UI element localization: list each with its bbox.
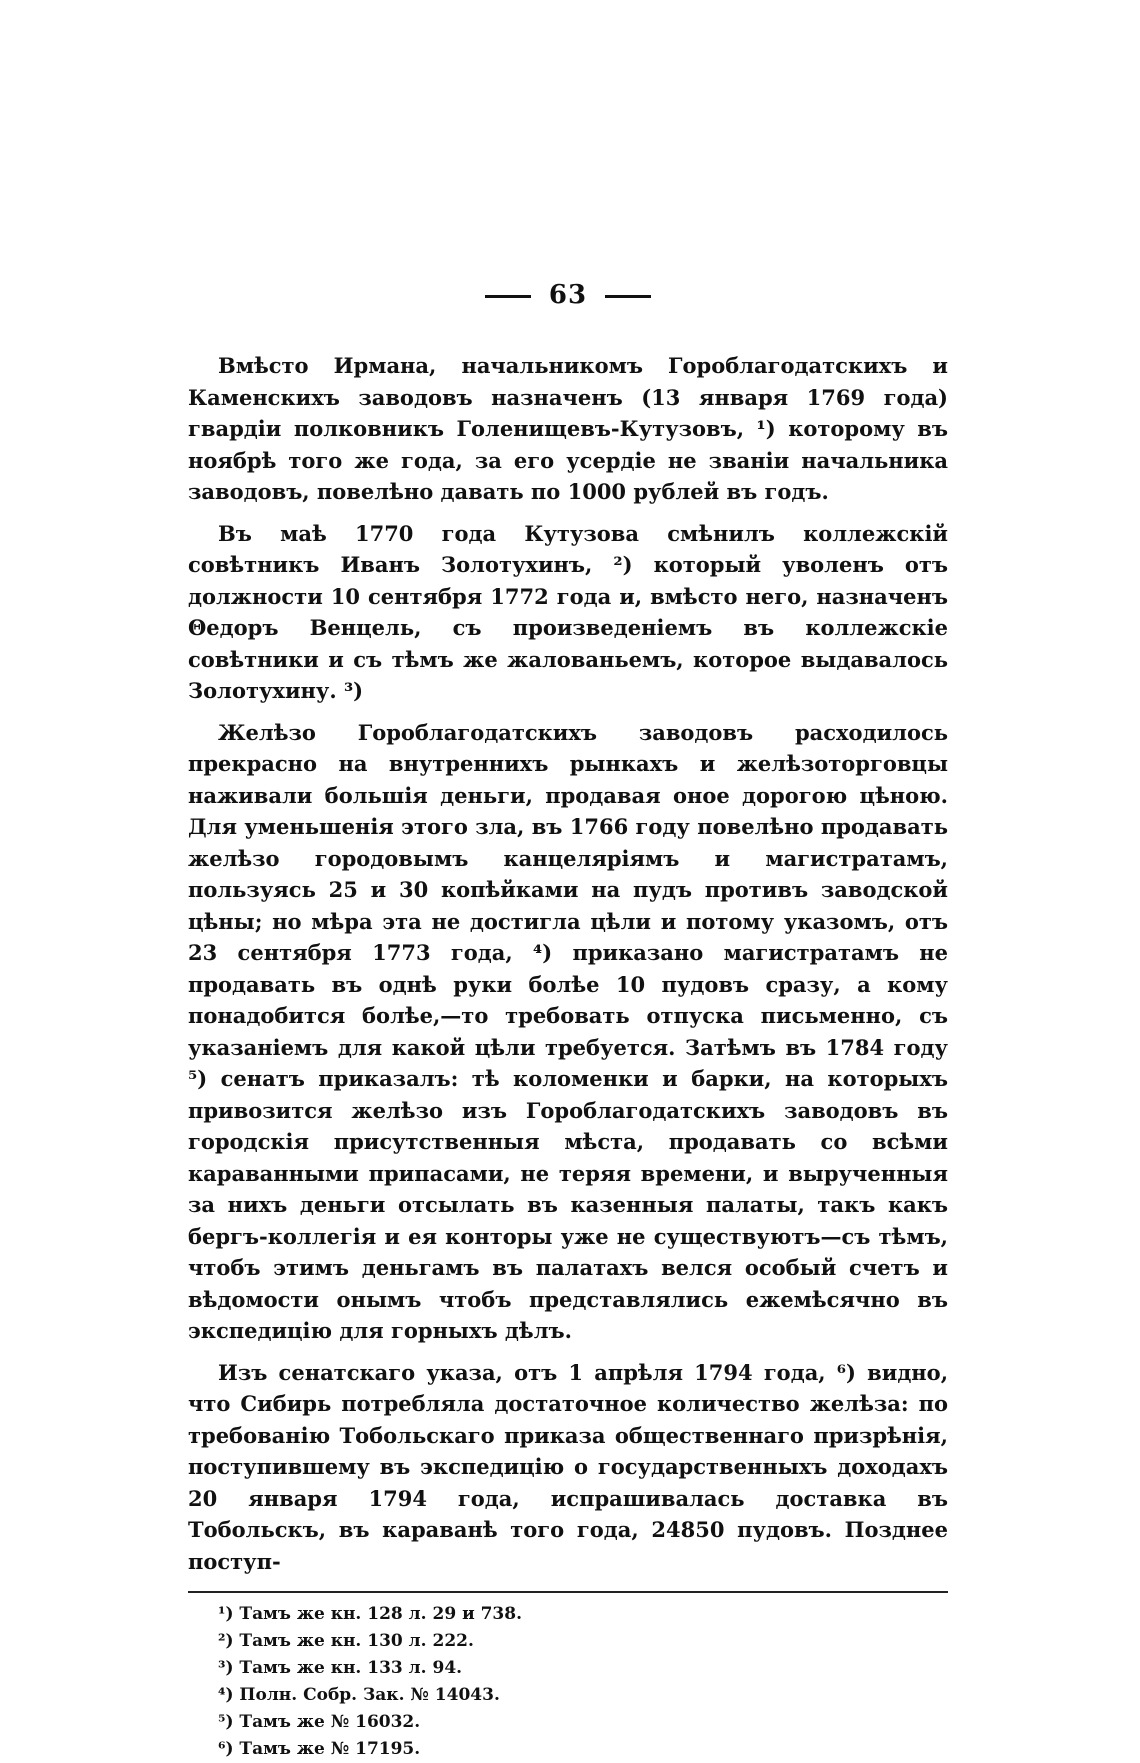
page-number: 63 [548,280,588,310]
footnote-mark: ³) [218,1658,234,1678]
footnote-text: Полн. Собр. Зак. № 14043. [239,1685,500,1705]
footnote-text: Тамъ же кн. 133 л. 94. [239,1658,463,1678]
paragraph-3: Желѣзо Гороблагодатскихъ заводовъ расходилось прекрасно на внутреннихъ рынкахъ и желѣзоторговцы наживали большія деньги, продавая оное дорогою цѣною. Для уменьшенія этого зла, въ 1766 году повелѣно продавать желѣзо городовымъ канцеляріямъ и магистратамъ, пользуясь 25 и 30 копѣйками на пудъ противъ заводской цѣны; но мѣра эта не достигла цѣли и потому указомъ, отъ 23 сентября 1773 года, ⁴) приказано магистратамъ не продавать въ однѣ руки болѣе 10 пудовъ сразу, а кому понадобится болѣе,—то требовать отпуска письменно, съ указаніемъ для какой цѣли требуется. Затѣмъ въ 1784 году ⁵) сенатъ приказалъ: тѣ коломенки и барки, на которыхъ привозится желѣзо изъ Гороблагодатскихъ заводовъ въ городскія присутственныя мѣста, продавать со всѣми караванными припасами, не теряя времени, и вырученныя за нихъ деньги отсылать въ казенныя палаты, такъ какъ бергъ-коллегія и ея конторы уже не существуютъ—съ тѣмъ, чтобъ этимъ деньгамъ въ палатахъ велся особый счетъ и вѣдомости онымъ чтобъ представлялись ежемѣсячно въ экспедицію для горныхъ дѣлъ. [188,719,948,1343]
footnote-text: Тамъ же кн. 130 л. 222. [239,1631,474,1651]
document-page [188,280,948,1763]
page-header [188,280,948,310]
footnote-1 [218,1601,948,1628]
footnote-mark: ⁵) [218,1712,234,1732]
footnote-text: Тамъ же № 16032. [239,1712,421,1732]
footnote-6 [218,1736,948,1763]
footnote-5 [218,1709,948,1736]
footnote-mark: ¹) [218,1604,234,1624]
footnotes [188,1601,948,1763]
footnote-divider [188,1591,948,1593]
footnote-mark: ⁴) [218,1685,234,1705]
footnote-mark: ⁶) [218,1739,234,1759]
footnote-4 [218,1682,948,1709]
paragraph-2: Въ маѣ 1770 года Кутузова смѣнилъ коллежскій совѣтникъ Иванъ Золотухинъ, ²) который уволенъ отъ должности 10 сентября 1772 года и, вмѣсто него, назначенъ Θедоръ Венцель, съ произведеніемъ въ коллежскіе совѣтники и съ тѣмъ же жалованьемъ, которое выдавалось Золотухину. ³) [188,520,948,703]
footnote-text: Тамъ же кн. 128 л. 29 и 738. [239,1604,523,1624]
footnote-3 [218,1655,948,1682]
header-ornament-left [485,295,531,298]
header-ornament-right [605,295,651,298]
paragraph-4: Изъ сенатскаго указа, отъ 1 апрѣля 1794 года, ⁶) видно, что Сибирь потребляла достаточное количество желѣза: по требованію Тобольскаго приказа общественнаго призрѣнія, поступившему въ экспедицію о государственныхъ доходахъ 20 января 1794 года, испрашивалась доставка въ Тобольскъ, въ караванѣ того года, 24850 пудовъ. Позднее поступ- [188,1359,948,1574]
footnote-2 [218,1628,948,1655]
paragraph-1: Вмѣсто Ирмана, начальникомъ Гороблагодатскихъ и Каменскихъ заводовъ назначенъ (13 января 1769 года) гвардіи полковникъ Голенищевъ-Кутузовъ, ¹) которому въ ноябрѣ того же года, за его усердіе не званіи начальника заводовъ, повелѣно давать по 1000 рублей въ годъ. [188,353,948,504]
footnote-mark: ²) [218,1631,234,1651]
footnote-text: Тамъ же № 17195. [239,1739,421,1759]
